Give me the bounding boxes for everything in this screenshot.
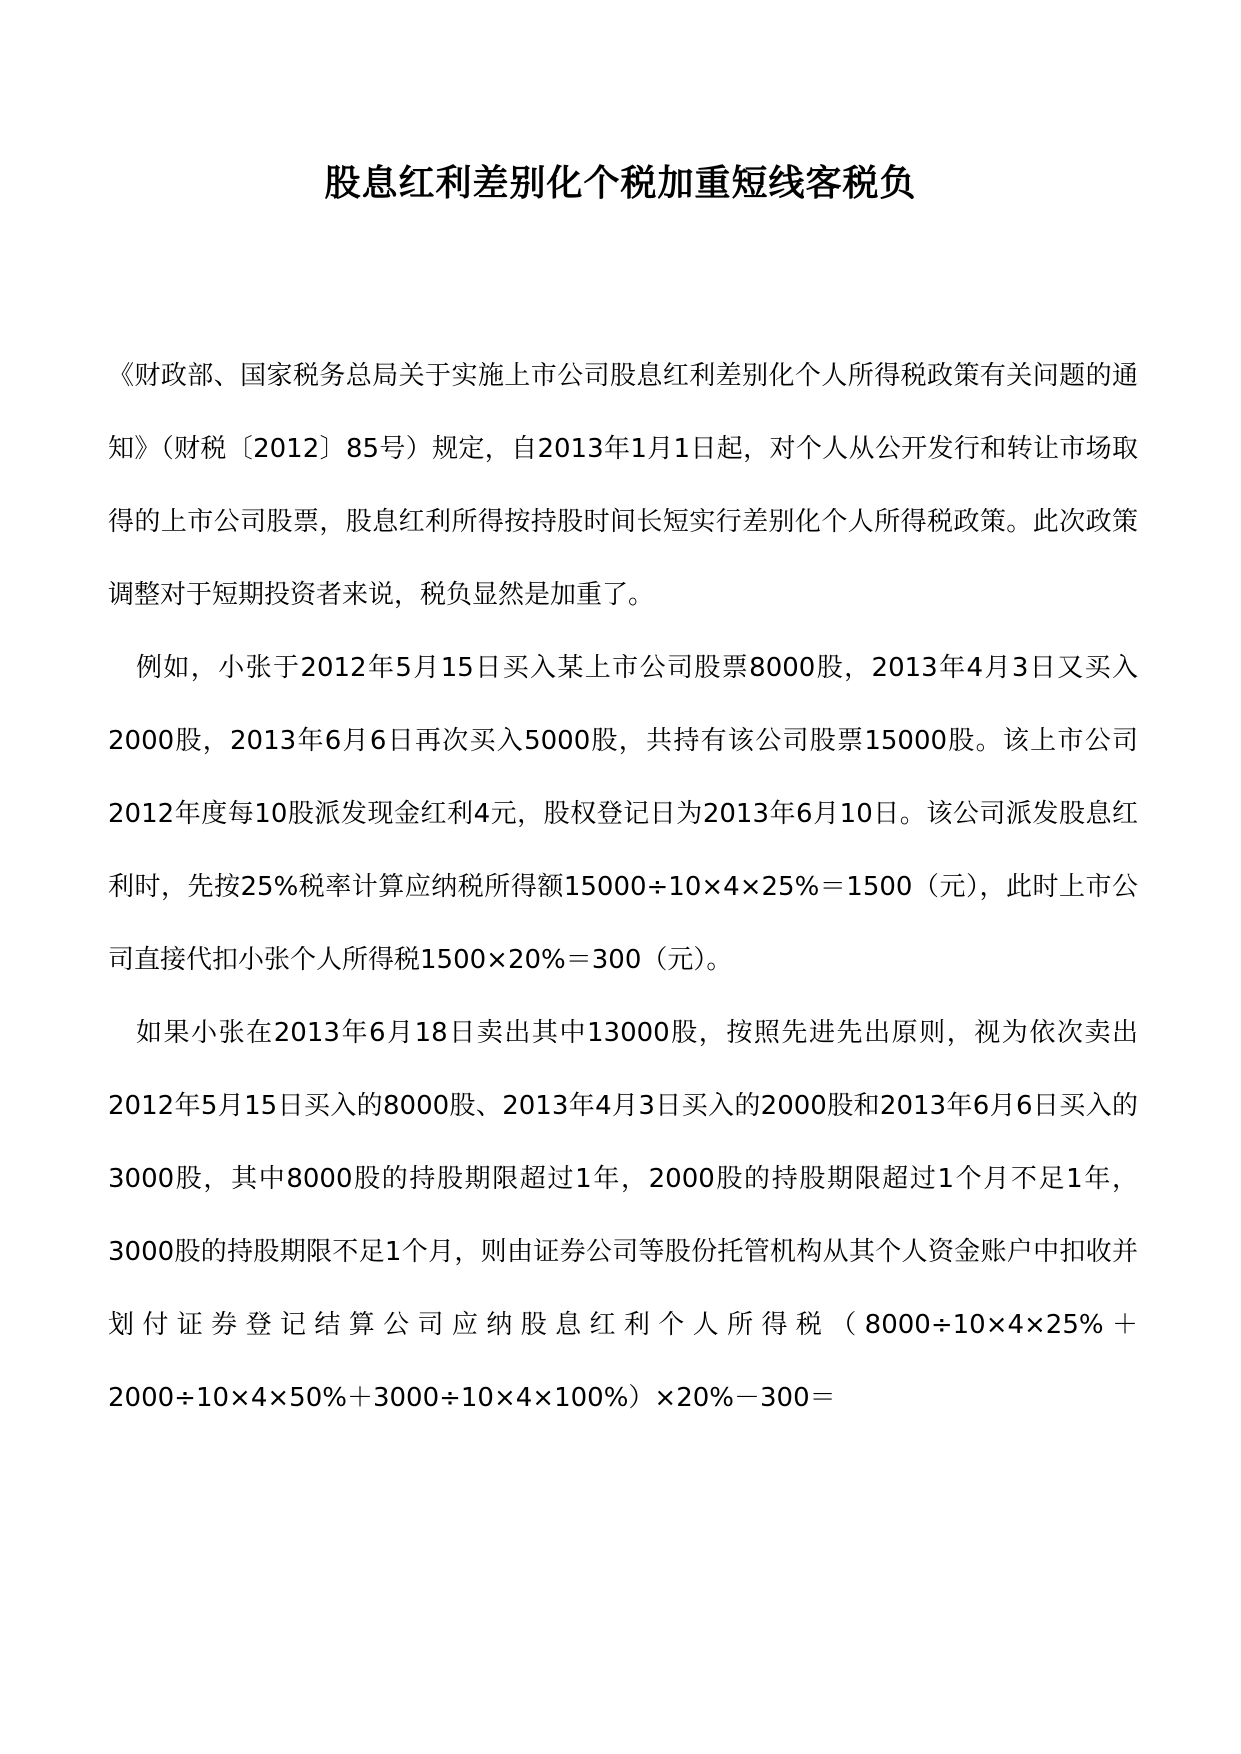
paragraph-example-purchase: 例如，小张于2012年5月15日买入某上市公司股票8000股，2013年4月3日又买入2000股，2013年6月6日再次买入5000股，共持有该公司股票15000股。该上市公司2012年度每10股派发现金红利4元，股权登记日为2013年6月10日。该公司派发股息红利时，先按25%税率计算应纳税所得额15000÷10×4×25%＝1500（元），此时上市公司直接代扣小张个人所得税1500×20%＝300（元）。 <box>108 653 1138 975</box>
document-title: 股息红利差别化个税加重短线客税负 <box>324 163 917 204</box>
paragraph-example-sale: 如果小张在2013年6月18日卖出其中13000股，按照先进先出原则，视为依次卖出2012年5月15日买入的8000股、2013年4月3日买入的2000股和2013年6月6日买入的3000股，其中8000股的持股期限超过1年，2000股的持股期限超过1个月不足1年，3000股的持股期限不足1个月，则由证券公司等股份托管机构从其个人资金账户中扣收并划付证券登记结算公司应纳股息红利个人所得税（8000÷10×4×25%＋2000÷10×4×50%＋3000÷10×4×100%）×20%－300＝ <box>108 1018 1138 1413</box>
paragraph-policy-intro: 《财政部、国家税务总局关于实施上市公司股息红利差别化个人所得税政策有关问题的通知》（财税〔2012〕85号）规定，自2013年1月1日起，对个人从公开发行和转让市场取得的上市公司股票，股息红利所得按持股时间长短实行差别化个人所得税政策。此次政策调整对于短期投资者来说，税负显然是加重了。 <box>108 361 1138 610</box>
document-body <box>108 340 1138 1435</box>
